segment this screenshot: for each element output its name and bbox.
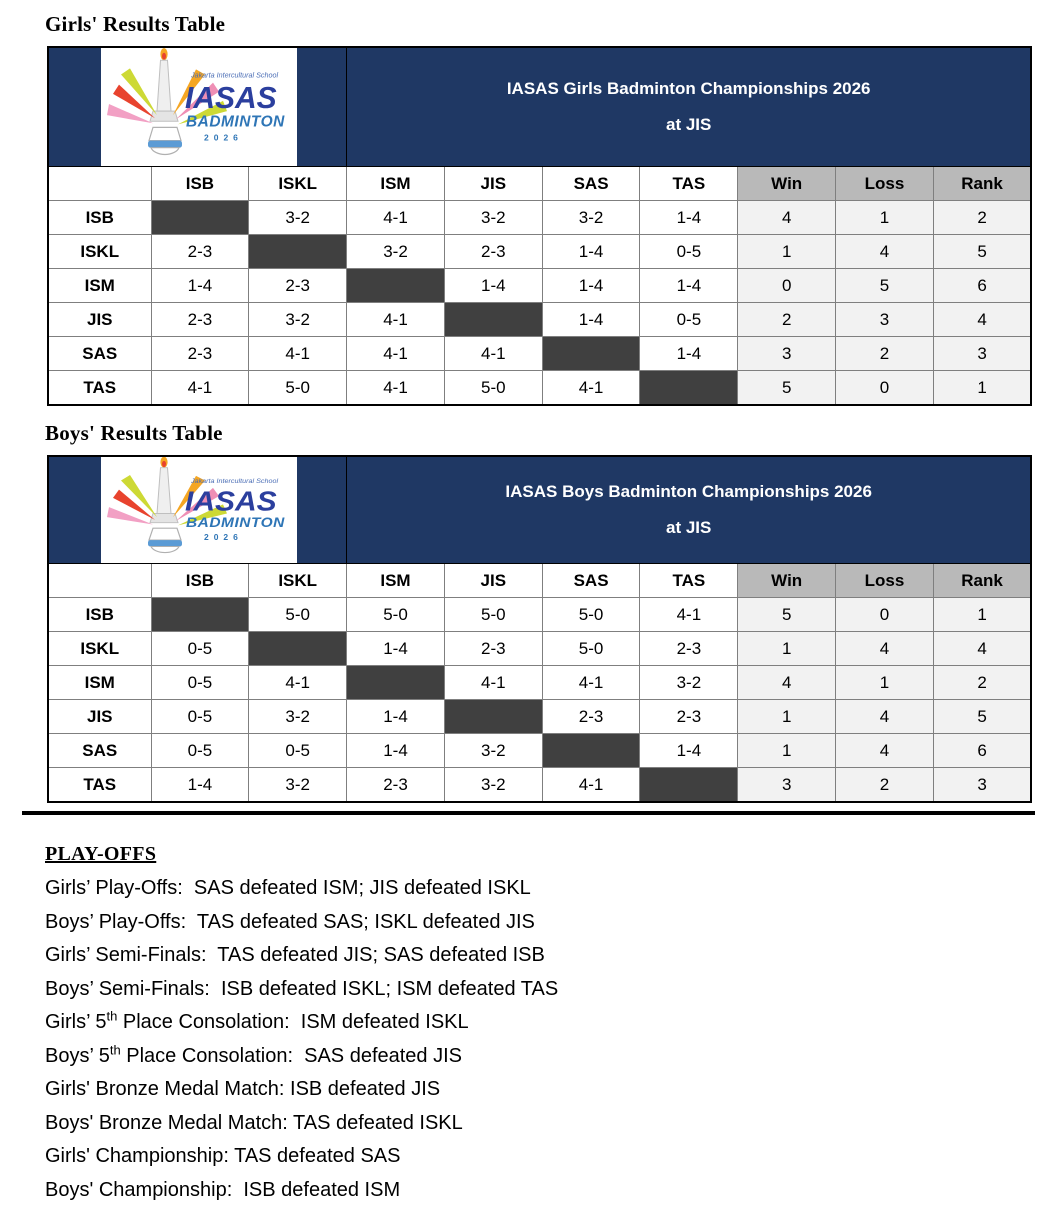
score-cell: 4-1	[249, 337, 347, 371]
section-divider	[22, 811, 1035, 815]
score-cell: 3-2	[249, 303, 347, 337]
logo-shuttlecock-icon	[149, 127, 181, 140]
col-header-summary: Win	[738, 167, 836, 201]
score-cell: 1-4	[640, 337, 738, 371]
girls-results-heading: Girls' Results Table	[45, 0, 1056, 37]
col-header-summary: Win	[738, 564, 836, 598]
summary-cell: 1	[738, 700, 836, 734]
score-cell: 0-5	[151, 700, 249, 734]
playoffs-section	[45, 843, 1056, 1207]
logo-shuttlecock-icon	[149, 528, 181, 540]
score-cell: 2-3	[640, 700, 738, 734]
score-cell: 0-5	[151, 734, 249, 768]
playoff-line: Girls' Championship: TAS defeated SAS	[45, 1140, 1056, 1174]
corner-cell	[48, 167, 151, 201]
logo-iasas-text: IASAS	[185, 82, 277, 115]
score-cell: 5-0	[249, 598, 347, 632]
row-header-team: ISM	[48, 666, 151, 700]
score-cell: 4-1	[444, 337, 542, 371]
score-cell: 1-4	[347, 734, 445, 768]
table-row	[48, 303, 1031, 337]
col-header-team: ISM	[347, 564, 445, 598]
score-cell: 4-1	[347, 303, 445, 337]
diagonal-cell	[444, 700, 542, 734]
score-cell: 4-1	[347, 337, 445, 371]
score-cell: 1-4	[542, 235, 640, 269]
score-cell: 1-4	[542, 303, 640, 337]
summary-cell: 4	[836, 235, 934, 269]
col-header-team: ISB	[151, 167, 249, 201]
row-header-team: ISM	[48, 269, 151, 303]
boys-results-heading: Boys' Results Table	[45, 421, 1056, 446]
logo-panel	[101, 47, 297, 166]
score-cell: 0-5	[151, 632, 249, 666]
col-header-team: SAS	[542, 167, 640, 201]
diagonal-cell	[347, 269, 445, 303]
summary-cell: 1	[836, 201, 934, 235]
score-cell: 1-4	[640, 201, 738, 235]
playoff-line-sup: th	[106, 1008, 117, 1023]
score-cell: 4-1	[542, 666, 640, 700]
summary-cell: 2	[836, 337, 934, 371]
score-cell: 3-2	[444, 201, 542, 235]
logo-school-text: Jakarta Intercultural School	[190, 70, 278, 79]
col-header-team: ISM	[347, 167, 445, 201]
score-cell: 4-1	[347, 201, 445, 235]
score-cell: 5-0	[347, 598, 445, 632]
score-cell: 3-2	[444, 768, 542, 803]
col-header-summary: Loss	[836, 167, 934, 201]
summary-cell: 2	[836, 768, 934, 803]
table-row	[48, 235, 1031, 269]
diagonal-cell	[249, 632, 347, 666]
logo-year-text: 2026	[204, 533, 243, 542]
column-header-row	[48, 564, 1031, 598]
summary-cell: 0	[738, 269, 836, 303]
corner-cell	[48, 564, 151, 598]
score-cell: 1-4	[151, 269, 249, 303]
playoff-line-post: Place Consolation: SAS defeated JIS	[121, 1045, 462, 1067]
score-cell: 5-0	[542, 598, 640, 632]
table-banner-row	[48, 456, 1031, 564]
summary-cell: 6	[933, 269, 1031, 303]
diagonal-cell	[151, 598, 249, 632]
score-cell: 4-1	[542, 371, 640, 406]
logo-iasas-text: IASAS	[185, 487, 277, 518]
row-header-team: SAS	[48, 337, 151, 371]
score-cell: 1-4	[640, 269, 738, 303]
girls-results-section	[0, 0, 1056, 406]
logo-year-text: 2026	[204, 133, 243, 143]
playoff-line-pre: Girls’ 5	[45, 1011, 106, 1033]
score-cell: 2-3	[151, 337, 249, 371]
summary-cell: 5	[933, 235, 1031, 269]
score-cell: 4-1	[151, 371, 249, 406]
score-cell: 2-3	[542, 700, 640, 734]
summary-cell: 3	[738, 768, 836, 803]
logo-panel	[101, 456, 297, 563]
playoff-line: Boys’ Play-Offs: TAS defeated SAS; ISKL defeated JIS	[45, 906, 1056, 940]
col-header-team: TAS	[640, 564, 738, 598]
score-cell: 4-1	[542, 768, 640, 803]
score-cell: 4-1	[249, 666, 347, 700]
score-cell: 3-2	[444, 734, 542, 768]
summary-cell: 5	[836, 269, 934, 303]
girls-results-table	[47, 46, 1032, 406]
col-header-team: ISKL	[249, 167, 347, 201]
score-cell: 1-4	[347, 632, 445, 666]
summary-cell: 5	[738, 371, 836, 406]
summary-cell: 5	[738, 598, 836, 632]
playoffs-lines	[45, 872, 1056, 1207]
boys-results-section	[0, 421, 1056, 803]
summary-cell: 3	[933, 337, 1031, 371]
col-header-team: JIS	[444, 564, 542, 598]
row-header-team: ISB	[48, 201, 151, 235]
iasas-badminton-logo	[101, 47, 297, 166]
playoff-line: Boys' Bronze Medal Match: TAS defeated ISKL	[45, 1107, 1056, 1141]
playoff-line: Girls’ Play-Offs: SAS defeated ISM; JIS defeated ISKL	[45, 872, 1056, 906]
score-cell: 2-3	[444, 235, 542, 269]
col-header-summary: Rank	[933, 167, 1031, 201]
table-row	[48, 700, 1031, 734]
summary-cell: 3	[836, 303, 934, 337]
playoff-line: Girls’ Semi-Finals: TAS defeated JIS; SAS defeated ISB	[45, 939, 1056, 973]
summary-cell: 3	[738, 337, 836, 371]
playoff-line-sup: th	[110, 1042, 121, 1057]
summary-cell: 4	[933, 303, 1031, 337]
col-header-team: ISB	[151, 564, 249, 598]
score-cell: 0-5	[249, 734, 347, 768]
score-cell: 0-5	[640, 303, 738, 337]
table-title	[347, 456, 1032, 564]
boys-results-table	[47, 455, 1032, 803]
row-header-team: JIS	[48, 700, 151, 734]
diagonal-cell	[151, 201, 249, 235]
table-title-line1: IASAS Girls Badminton Championships 2026	[347, 71, 1030, 107]
summary-cell: 4	[738, 201, 836, 235]
summary-cell: 6	[933, 734, 1031, 768]
summary-cell: 1	[738, 235, 836, 269]
playoff-line: Boys' Championship: ISB defeated ISM	[45, 1174, 1056, 1207]
score-cell: 3-2	[249, 201, 347, 235]
score-cell: 3-2	[249, 700, 347, 734]
logo-school-text: Jakarta Intercultural School	[190, 478, 279, 485]
score-cell: 1-4	[151, 768, 249, 803]
table-title	[347, 47, 1032, 167]
score-cell: 2-3	[151, 235, 249, 269]
score-cell: 5-0	[249, 371, 347, 406]
logo-badminton-text: BADMINTON	[186, 516, 285, 531]
diagonal-cell	[542, 734, 640, 768]
score-cell: 1-4	[542, 269, 640, 303]
table-row	[48, 269, 1031, 303]
logo-cell	[48, 47, 347, 167]
summary-cell: 2	[933, 201, 1031, 235]
summary-cell: 4	[836, 734, 934, 768]
summary-cell: 4	[836, 700, 934, 734]
row-header-team: ISKL	[48, 632, 151, 666]
table-row	[48, 768, 1031, 803]
col-header-team: TAS	[640, 167, 738, 201]
diagonal-cell	[542, 337, 640, 371]
col-header-team: JIS	[444, 167, 542, 201]
playoff-line	[45, 1040, 1056, 1074]
summary-cell: 4	[933, 632, 1031, 666]
playoff-line-pre: Boys’ 5	[45, 1045, 110, 1067]
logo-cell	[48, 456, 347, 564]
summary-cell: 1	[933, 371, 1031, 406]
summary-cell: 1	[836, 666, 934, 700]
summary-cell: 1	[933, 598, 1031, 632]
score-cell: 0-5	[151, 666, 249, 700]
score-cell: 3-2	[542, 201, 640, 235]
diagonal-cell	[249, 235, 347, 269]
score-cell: 4-1	[444, 666, 542, 700]
summary-cell: 1	[738, 632, 836, 666]
playoff-line: Boys’ Semi-Finals: ISB defeated ISKL; ISM defeated TAS	[45, 973, 1056, 1007]
diagonal-cell	[347, 666, 445, 700]
score-cell: 5-0	[444, 598, 542, 632]
diagonal-cell	[640, 768, 738, 803]
table-row	[48, 632, 1031, 666]
summary-cell: 2	[738, 303, 836, 337]
table-row	[48, 666, 1031, 700]
table-row	[48, 371, 1031, 406]
score-cell: 4-1	[347, 371, 445, 406]
row-header-team: TAS	[48, 768, 151, 803]
score-cell: 4-1	[640, 598, 738, 632]
playoff-line-post: Place Consolation: ISM defeated ISKL	[117, 1011, 468, 1033]
score-cell: 2-3	[249, 269, 347, 303]
summary-cell: 2	[933, 666, 1031, 700]
score-cell: 3-2	[640, 666, 738, 700]
col-header-team: ISKL	[249, 564, 347, 598]
logo-badminton-text: BADMINTON	[186, 113, 285, 130]
diagonal-cell	[640, 371, 738, 406]
row-header-team: JIS	[48, 303, 151, 337]
playoff-line: Girls' Bronze Medal Match: ISB defeated JIS	[45, 1073, 1056, 1107]
summary-cell: 0	[836, 598, 934, 632]
summary-cell: 4	[738, 666, 836, 700]
col-header-summary: Rank	[933, 564, 1031, 598]
row-header-team: TAS	[48, 371, 151, 406]
row-header-team: ISKL	[48, 235, 151, 269]
diagonal-cell	[444, 303, 542, 337]
table-row	[48, 734, 1031, 768]
table-row	[48, 598, 1031, 632]
score-cell: 1-4	[347, 700, 445, 734]
score-cell: 2-3	[640, 632, 738, 666]
col-header-summary: Loss	[836, 564, 934, 598]
playoffs-heading: PLAY-OFFS	[45, 843, 1056, 866]
summary-cell: 3	[933, 768, 1031, 803]
score-cell: 1-4	[640, 734, 738, 768]
table-title-line1: IASAS Boys Badminton Championships 2026	[347, 474, 1030, 510]
score-cell: 3-2	[249, 768, 347, 803]
playoff-line	[45, 1006, 1056, 1040]
score-cell: 5-0	[444, 371, 542, 406]
table-title-line2: at JIS	[347, 107, 1030, 143]
score-cell: 0-5	[640, 235, 738, 269]
score-cell: 1-4	[444, 269, 542, 303]
iasas-badminton-logo	[101, 456, 297, 563]
table-row	[48, 201, 1031, 235]
score-cell: 5-0	[542, 632, 640, 666]
summary-cell: 4	[836, 632, 934, 666]
summary-cell: 0	[836, 371, 934, 406]
table-row	[48, 337, 1031, 371]
col-header-team: SAS	[542, 564, 640, 598]
table-banner-row	[48, 47, 1031, 167]
row-header-team: ISB	[48, 598, 151, 632]
summary-cell: 1	[738, 734, 836, 768]
summary-cell: 5	[933, 700, 1031, 734]
table-title-line2: at JIS	[347, 510, 1030, 546]
row-header-team: SAS	[48, 734, 151, 768]
score-cell: 2-3	[347, 768, 445, 803]
score-cell: 2-3	[151, 303, 249, 337]
score-cell: 3-2	[347, 235, 445, 269]
column-header-row	[48, 167, 1031, 201]
score-cell: 2-3	[444, 632, 542, 666]
